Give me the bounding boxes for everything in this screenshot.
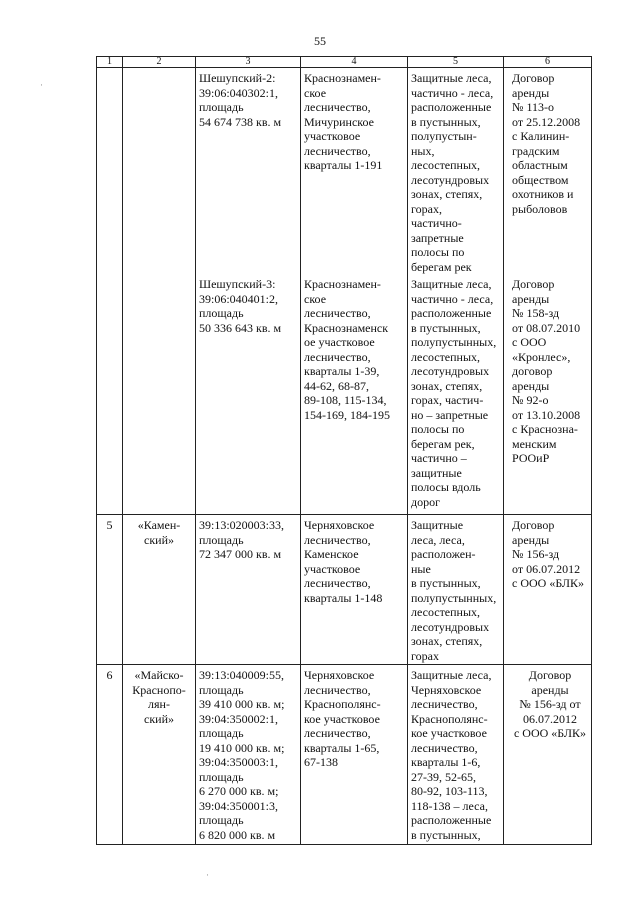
forestry-text: Краснознамен- ское лесничество, Мичуринское участковое лесничество, кварталы 1-191 [304, 71, 383, 172]
category-cell [408, 665, 504, 845]
contract-cell [504, 665, 592, 845]
table-row [97, 68, 592, 515]
scan-mark: · [206, 870, 209, 880]
header-cell: 2 [123, 57, 196, 68]
contract-cell [504, 515, 592, 665]
site-name-text: «Камен- ский» [137, 518, 181, 547]
contract-text: Договор аренды № 113-о от 25.12.2008 с Калинин- градским областным обществом охотников и рыболовов [512, 71, 581, 216]
header-cell: 3 [196, 57, 301, 68]
category-text: Защитные леса, леса, расположен- ные в пустынных, полупустынных, лесостепных, лесотундровых зонах, степях, горах [411, 518, 497, 663]
contract-text: Договор аренды № 158-зд от 08.07.2010 с ООО «Кронлес», договор аренды № 92-о от 13.10.2008 с Краснозна- менским РООиР [512, 277, 581, 465]
forestry-cell [301, 665, 408, 845]
forestry-text: Черняховское лесничество, Каменское участковое лесничество, кварталы 1-148 [304, 518, 383, 605]
plot-text: Шешупский-3: 39:06:040401:2, площадь 50 336 643 кв. м [199, 277, 282, 335]
header-cell: 4 [301, 57, 408, 68]
plot-text: 39:13:040009:55, площадь 39 410 000 кв. м; 39:04:350002:1, площадь 19 410 000 кв. м; 39:04:350003:1, площадь 6 270 000 кв. м; 39:04:350001:3, площадь 6 820 000 кв. м [199, 668, 285, 842]
contract-cell [504, 68, 592, 515]
table-header-row [97, 57, 592, 68]
page-number: 55 [314, 34, 326, 48]
site-name-cell [123, 515, 196, 665]
site-name-cell [123, 68, 196, 515]
category-text: Защитные леса, частично - леса, расположенные в пустынных, полупустынных, лесостепных, лесотундровых зонах, степях, горах, частич- но – запретные полосы по берегам рек, частично – защитные полосы вдоль дорог [411, 277, 497, 509]
plot-cell [196, 68, 301, 515]
category-cell [408, 515, 504, 665]
header-cell: 6 [504, 57, 592, 68]
category-text: Защитные леса, Черняховское лесничество, Краснополянс- кое участковое лесничество, кварталы 1-6, 27-39, 52-65, 80-92, 103-113, 118-138 – леса, расположенные в пустынных, [411, 668, 492, 842]
contract-text: Договор аренды № 156-зд от 06.07.2012 с ООО «БЛК» [512, 518, 585, 590]
leases-table [96, 56, 592, 845]
forestry-text: Черняховское лесничество, Краснополянс- кое участковое лесничество, кварталы 1-65, 67-138 [304, 668, 381, 769]
scan-mark: · [40, 80, 43, 90]
row-number-cell [97, 68, 123, 515]
plot-cell [196, 665, 301, 845]
forestry-cell [301, 68, 408, 515]
table-row [97, 515, 592, 665]
site-name-text: «Майско- Краснопо- лян- ский» [132, 668, 186, 726]
site-name-cell [123, 665, 196, 845]
plot-cell [196, 515, 301, 665]
plot-text: Шешупский-2: 39:06:040302:1, площадь 54 674 738 кв. м [199, 71, 282, 129]
header-cell: 5 [408, 57, 504, 68]
table-row [97, 665, 592, 845]
contract-text: Договор аренды № 156-зд от 06.07.2012 с ООО «БЛК» [513, 668, 587, 740]
header-cell: 1 [97, 57, 123, 68]
row-number-cell: 6 [97, 665, 123, 845]
row-number-cell: 5 [97, 515, 123, 665]
plot-text: 39:13:020003:33, площадь 72 347 000 кв. м [199, 518, 285, 561]
forestry-cell [301, 515, 408, 665]
category-text: Защитные леса, частично - леса, расположенные в пустынных, полупустын- ных, лесостепных, лесотундровых зонах, степях, горах, частично- запретные полосы по берегам рек [411, 71, 494, 274]
forestry-text: Краснознамен- ское лесничество, Краснознаменск ое участковое лесничество, кварталы 1-39, 44-62, 68-87, 89-108, 115-134, 154-169, 184-195 [304, 277, 390, 422]
category-cell [408, 68, 504, 515]
